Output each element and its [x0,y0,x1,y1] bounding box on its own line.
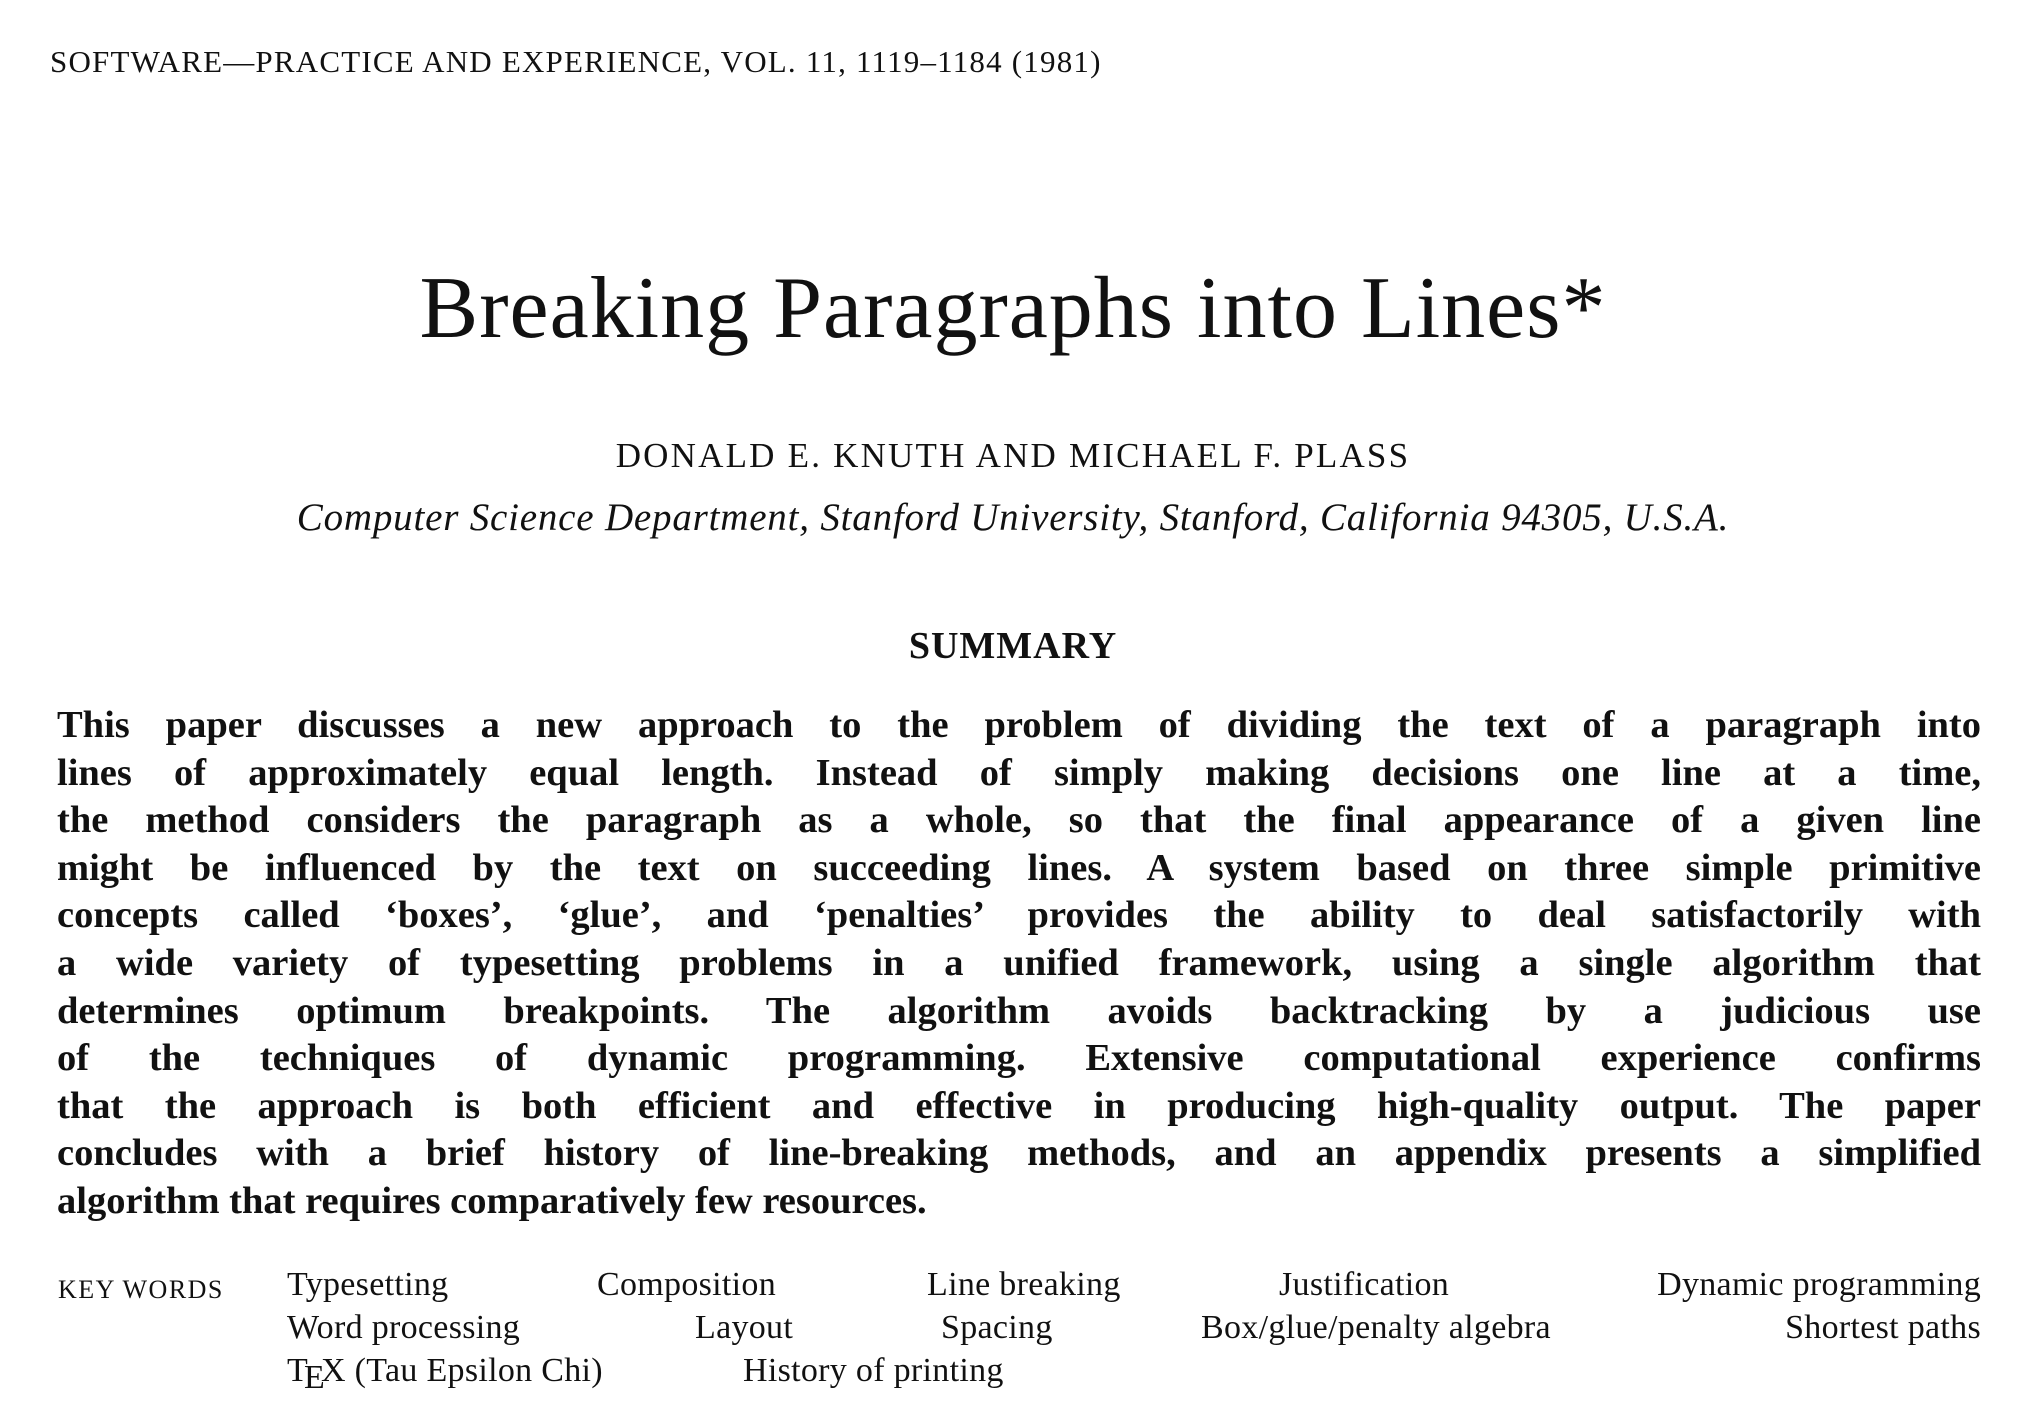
keyword: Layout [695,1309,794,1346]
tex-letter-t: T [287,1352,309,1389]
keyword: Line breaking [927,1266,1121,1303]
keyword: History of printing [743,1352,1004,1389]
keyword: Dynamic programming [1657,1266,1981,1303]
abstract-line: of the techniques of dynamic programming. Extensive computational experience confirms [57,1037,1981,1080]
tex-letter-x: X [321,1352,346,1389]
abstract-line: lines of approximately equal length. Instead of simply making decisions one line at a time, [57,751,1981,794]
abstract-line: determines optimum breakpoints. The algorithm avoids backtracking by a judicious use [57,989,1981,1032]
summary-heading: SUMMARY [908,625,1118,667]
abstract-line: a wide variety of typesetting problems in a unified framework, using a single algorithm that [57,941,1981,984]
tex-description: (Tau Epsilon Chi) [345,1352,603,1389]
keyword: Spacing [941,1309,1053,1346]
authors: DONALD E. KNUTH AND MICHAEL F. PLASS [615,436,1411,475]
abstract-line: algorithm that requires comparatively few resources. [57,1179,927,1222]
paper-title: Breaking Paragraphs into Lines* [419,260,1607,357]
abstract-line: the method considers the paragraph as a whole, so that the final appearance of a given line [57,799,1981,842]
keywords-label: KEY WORDS [58,1275,224,1304]
abstract [57,702,1981,1226]
abstract-line: This paper discusses a new approach to the problem of dividing the text of a paragraph into [57,704,1981,746]
keyword: Shortest paths [1785,1309,1981,1346]
journal-header: SOFTWARE—PRACTICE AND EXPERIENCE, VOL. 11, 1119–1184 (1981) [50,44,1102,79]
abstract-line: that the approach is both efficient and effective in producing high-quality output. The paper [57,1084,1981,1127]
abstract-line: concepts called ‘boxes’, ‘glue’, and ‘penalties’ provides the ability to deal satisfactorily with [57,894,1981,937]
keyword-tex [287,1352,603,1397]
tex-letter-e: E [304,1359,326,1397]
keyword: Justification [1279,1266,1450,1303]
keyword: Composition [597,1266,776,1303]
abstract-line: might be influenced by the text on succeeding lines. A system based on three simple primitive [57,846,1981,889]
abstract-line: concludes with a brief history of line-breaking methods, and an appendix presents a simplified [57,1132,1981,1175]
affiliation: Computer Science Department, Stanford University, Stanford, California 94305, U.S.A. [296,496,1730,539]
keyword: Word processing [287,1309,521,1346]
keyword: Box/glue/penalty algebra [1201,1309,1551,1346]
keyword: Typesetting [287,1266,449,1303]
